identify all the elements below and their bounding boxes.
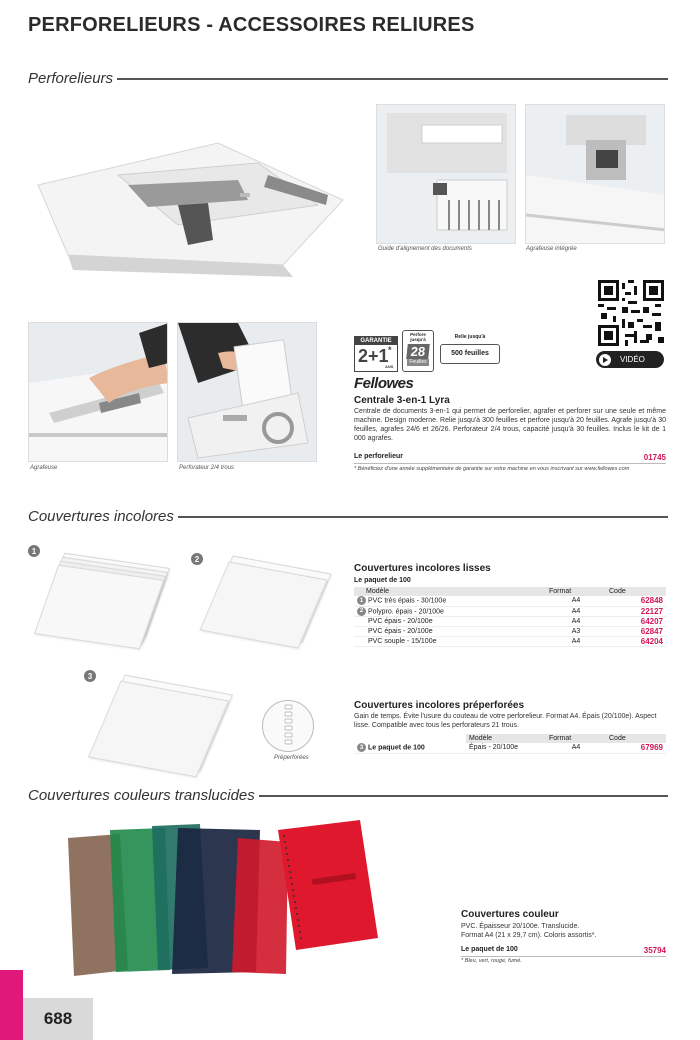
page-number: 688 bbox=[23, 998, 93, 1040]
col-format: Format bbox=[546, 587, 606, 596]
col-code: Code bbox=[606, 734, 666, 743]
fellowes-note: * Bénéficiez d'une année supplémentaire de garantie sur votre machine en vous inscrivant sur www.fellowes.com bbox=[354, 466, 630, 472]
page-title: PERFORELIEURS - ACCESSOIRES RELIURES bbox=[28, 14, 475, 36]
photo-agrafeuse bbox=[28, 322, 168, 462]
row-code: 64204 bbox=[606, 636, 666, 646]
table-row bbox=[354, 616, 666, 626]
photo-agrafeuse-integree bbox=[525, 104, 665, 244]
row-code: 62847 bbox=[606, 626, 666, 636]
section-header-couvertures-incolores bbox=[28, 508, 668, 525]
table-row bbox=[354, 636, 666, 646]
row-model: PVC épais - 20/100e bbox=[354, 626, 546, 636]
play-icon bbox=[599, 354, 611, 366]
lisses-subtitle: Le paquet de 100 bbox=[354, 577, 411, 584]
photo-guide bbox=[376, 104, 516, 244]
couleur-note: * Bleu, vert, rouge, fumé. bbox=[461, 958, 522, 964]
fellowes-logo: Fellowes bbox=[354, 375, 414, 392]
row-label: Le paquet de 100 bbox=[368, 744, 425, 752]
photo-perforateur bbox=[177, 322, 317, 462]
couleur-item-row bbox=[461, 946, 666, 957]
fellowes-title: Centrale 3-en-1 Lyra bbox=[354, 395, 450, 406]
preperforees-description: Gain de temps. Évite l'usure du couteau de votre perforelieur. Format A4. Épais (20/100e). Aspect lisse. Compatible avec tous les perforateurs 21 trous. bbox=[354, 713, 657, 729]
video-button[interactable] bbox=[596, 351, 664, 368]
garantie-badge bbox=[354, 336, 398, 372]
table-row bbox=[354, 626, 666, 636]
garantie-unit: ANS bbox=[385, 364, 394, 369]
preperforees-table bbox=[354, 734, 666, 754]
fellowes-item-code: 01745 bbox=[643, 453, 666, 462]
section-color-tab bbox=[0, 970, 23, 1040]
row-number-badge: 3 bbox=[357, 743, 366, 752]
col-code: Code bbox=[606, 587, 666, 596]
row-code: 22127 bbox=[606, 606, 666, 616]
section-header-perforelieurs bbox=[28, 70, 668, 87]
perfore-value: 28 bbox=[406, 344, 430, 359]
row-model: PVC épais - 20/100e bbox=[354, 616, 546, 626]
video-label: VIDÉO bbox=[620, 355, 645, 364]
col-modele: Modèle bbox=[354, 587, 546, 596]
row-code: 67969 bbox=[606, 743, 666, 753]
lisses-title: Couvertures incolores lisses bbox=[354, 563, 491, 574]
table-header-row bbox=[354, 734, 666, 743]
perfore-unit: Feuilles bbox=[407, 359, 429, 366]
row-format: A4 bbox=[546, 616, 606, 626]
col-blank bbox=[354, 734, 466, 743]
caption-agrafeuse-integree: Agrafeuse intégrée bbox=[526, 246, 577, 252]
row-format: A4 bbox=[546, 636, 606, 646]
couleur-item-label: Le paquet de 100 bbox=[461, 946, 518, 953]
badge-3: 3 bbox=[84, 670, 96, 682]
row-model: PVC très épais - 30/100e bbox=[368, 597, 447, 605]
table-row bbox=[354, 596, 666, 606]
cover-stack-2 bbox=[195, 560, 345, 650]
section-title: Perforelieurs bbox=[28, 70, 114, 87]
col-modele: Modèle bbox=[466, 734, 546, 743]
col-format: Format bbox=[546, 734, 606, 743]
section-title: Couvertures couleurs translucides bbox=[28, 787, 255, 804]
row-model: PVC souple - 15/100e bbox=[354, 636, 546, 646]
row-code: 62848 bbox=[606, 596, 666, 606]
section-divider bbox=[117, 78, 668, 80]
feature-badges bbox=[354, 330, 514, 375]
row-model: Polypro. épais - 20/100e bbox=[368, 607, 444, 615]
couleur-title: Couvertures couleur bbox=[461, 909, 559, 920]
garantie-label: GARANTIE bbox=[355, 337, 397, 345]
fellowes-item-label: Le perforelieur bbox=[354, 453, 404, 460]
couleur-desc-1: PVC. Épaisseur 20/100e. Translucide. bbox=[461, 923, 580, 930]
caption-guide: Guide d'alignement des documents bbox=[378, 246, 472, 252]
relie-label: Relie jusqu'à bbox=[454, 334, 486, 340]
section-divider bbox=[178, 516, 668, 518]
row-number-badge: 2 bbox=[357, 607, 366, 616]
table-row bbox=[354, 743, 666, 753]
fellowes-description: Centrale de documents 3-en-1 qui permet de perforelier, agrafer et perforer sur une seule et même machine. Design moderne. Relie jusqu'à 300 feuilles et perfore jusqu'à 20 feuilles. Agrafe jusqu'à 30 feuilles, agrafes 24/6 et 26/26. Perforateur 2/4 trous, capacité jusqu'à 30 feuilles. Inclus le kit de 1 000 agrafes. bbox=[354, 408, 666, 442]
row-format: A3 bbox=[546, 626, 606, 636]
lisses-table bbox=[354, 587, 666, 647]
cover-stack-1 bbox=[30, 560, 180, 650]
couleur-desc-2: Format A4 (21 x 29,7 cm). Coloris assortis*. bbox=[461, 932, 597, 939]
qr-code[interactable] bbox=[598, 280, 664, 346]
table-header-row bbox=[354, 587, 666, 596]
row-code: 64207 bbox=[606, 616, 666, 626]
row-format: A4 bbox=[546, 596, 606, 606]
badge-2: 2 bbox=[191, 553, 203, 565]
badge-1: 1 bbox=[28, 545, 40, 557]
preperforees-zoom bbox=[262, 700, 314, 752]
caption-preperforees: Préperforées bbox=[274, 755, 309, 761]
row-format: A4 bbox=[546, 606, 606, 616]
fellowes-item-row bbox=[354, 453, 666, 464]
cover-stack-3 bbox=[85, 680, 255, 780]
caption-perforateur: Perforateur 2/4 trous bbox=[179, 465, 235, 471]
row-model: Épais - 20/100e bbox=[466, 743, 546, 753]
couleur-item-code: 35794 bbox=[643, 946, 666, 955]
garantie-value: 2+1 bbox=[358, 346, 389, 366]
section-header-couvertures-couleurs bbox=[28, 787, 668, 804]
relie-value: 500 feuilles bbox=[440, 344, 500, 364]
garantie-star: * bbox=[388, 345, 392, 355]
perfore-label: Perfore jusqu'à bbox=[410, 332, 426, 342]
colored-covers-illustration bbox=[60, 820, 380, 980]
caption-agrafeuse: Agrafeuse bbox=[30, 465, 58, 471]
main-machine-photo bbox=[28, 105, 348, 290]
perfore-badge bbox=[402, 330, 434, 372]
table-row bbox=[354, 606, 666, 616]
row-number-badge: 1 bbox=[357, 596, 366, 605]
section-title: Couvertures incolores bbox=[28, 508, 174, 525]
preperforees-title: Couvertures incolores préperforées bbox=[354, 700, 525, 711]
row-format: A4 bbox=[546, 743, 606, 753]
section-divider bbox=[259, 795, 668, 797]
relie-badge bbox=[440, 334, 500, 372]
